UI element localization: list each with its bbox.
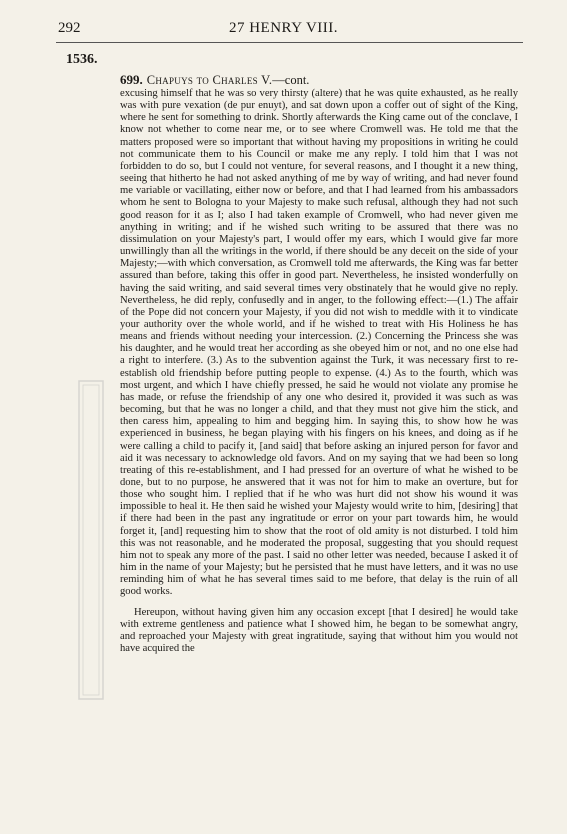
header-rule xyxy=(56,42,523,43)
paragraph-1: excusing himself that he was so very thirsty (altere) that he was quite exhausted, as he really was with pure vexation (de pur enuyt), and sat down upon a coffer out of sight of the King, where he sent for something to drink. Shortly afterwards the King came out of the conclave, I know not whether to come near me, or to see where Cromwell was. He told me that the matters proposed were so important that without having my propositions in writing he could not communicate them to his Council or make me any reply. I told him that I was not forbidden to do so, but I could not venture, for several reasons, and I thought it a new thing, seeing that hitherto he had not asked anything of me by way of writing, and had never found me variable or vacillating, either now or before, and that I had learned from his ambassadors whom he sent to Bologna to your Majesty to make such refusal, although they had not such good reason for it as I; also I had taken example of Cromwell, who had never given me anything in writing; and if he wished such writing to be assured that there was no dissimulation on your Majesty's part, I would offer my ears, which I would give far more unwillingly than all the writings in the world, if there should be any deceit on the side of your Majesty;—with which conversation, as Cromwell told me afterwards, the King was far better assured than before, taking this offer in good part. Nevertheless, he insisted wonderfully on having the said writing, and said several times very obstinately that he would give no reply. Nevertheless, he did reply, confusedly and in anger, to the following effect:—(1.) The affair of the Pope did not concern your Majesty, if you did not wish to meddle with it to vindicate your authority over the whole world, and if he wished to treat with His Holiness he has means and friends without needing your intercession. (2.) Concerning the Princess she was his daughter, and he would treat her according as she obeyed him or not, and no one else had a right to interfere. (3.) As to the subvention against the Turk, it was necessary first to re-establish old friendship before putting people to expense. (4.) As to the fourth, which was most urgent, and which I have chiefly pressed, he said he would not violate any promise he has made, or refuse the friendship of any one who desired it, provided it was such as was becoming, but that he was no longer a child, and that they must not give him the stick, and then caress him, appealing to him and begging him. In saying this, to show how he was experienced in business, he began playing with his fingers on his knees, and doing as if he were calling a child to pacify it, [and said] that before asking an injured person for favor and aid it was necessary to acknowledge old favors. And on my saying that we had been so long treating of this re-establishment, and I had pressed for an overture of what he wished to be done, but to no purpose, he answered that it was not for him to make an overture, but for those who sought him. I replied that if he who was hurt did not show his wound it was impossible to heal it. He then said he wished your Majesty would write to him, [desiring] that if there had been in the past any ingratitude or error on your part towards him, he would forget it, [and] requesting him to show that the root of old amity is not disturbed. I told him this was not reasonable, and he moderated the proposal, suggesting that you should request him not to speak any more of the past. I said no other letter was needed, because I asked it of him in the name of your Majesty; but he persisted that he must have letters, and it was no use reminding him of what he has several times said to me before, that delay is the ruin of all good works. xyxy=(120,88,518,598)
page-number: 292 xyxy=(58,20,81,36)
entry-title: Chapuys to Charles V. xyxy=(146,73,273,87)
running-title: 27 HENRY VIII. xyxy=(228,20,339,36)
body-text xyxy=(120,88,518,655)
paragraph-2: Hereupon, without having given him any occasion except [that I desired] he would take with extreme gentleness and patience what I showed him, he began to be somewhat angry, and reproached your Majesty with great ingratitude, saying that without him you would not have acquired the xyxy=(120,606,518,655)
entry-number: 699. xyxy=(120,72,143,87)
margin-year: 1536. xyxy=(66,52,98,67)
entry-suffix: —cont. xyxy=(272,73,310,87)
entry-heading xyxy=(120,72,309,88)
library-watermark xyxy=(78,380,104,700)
